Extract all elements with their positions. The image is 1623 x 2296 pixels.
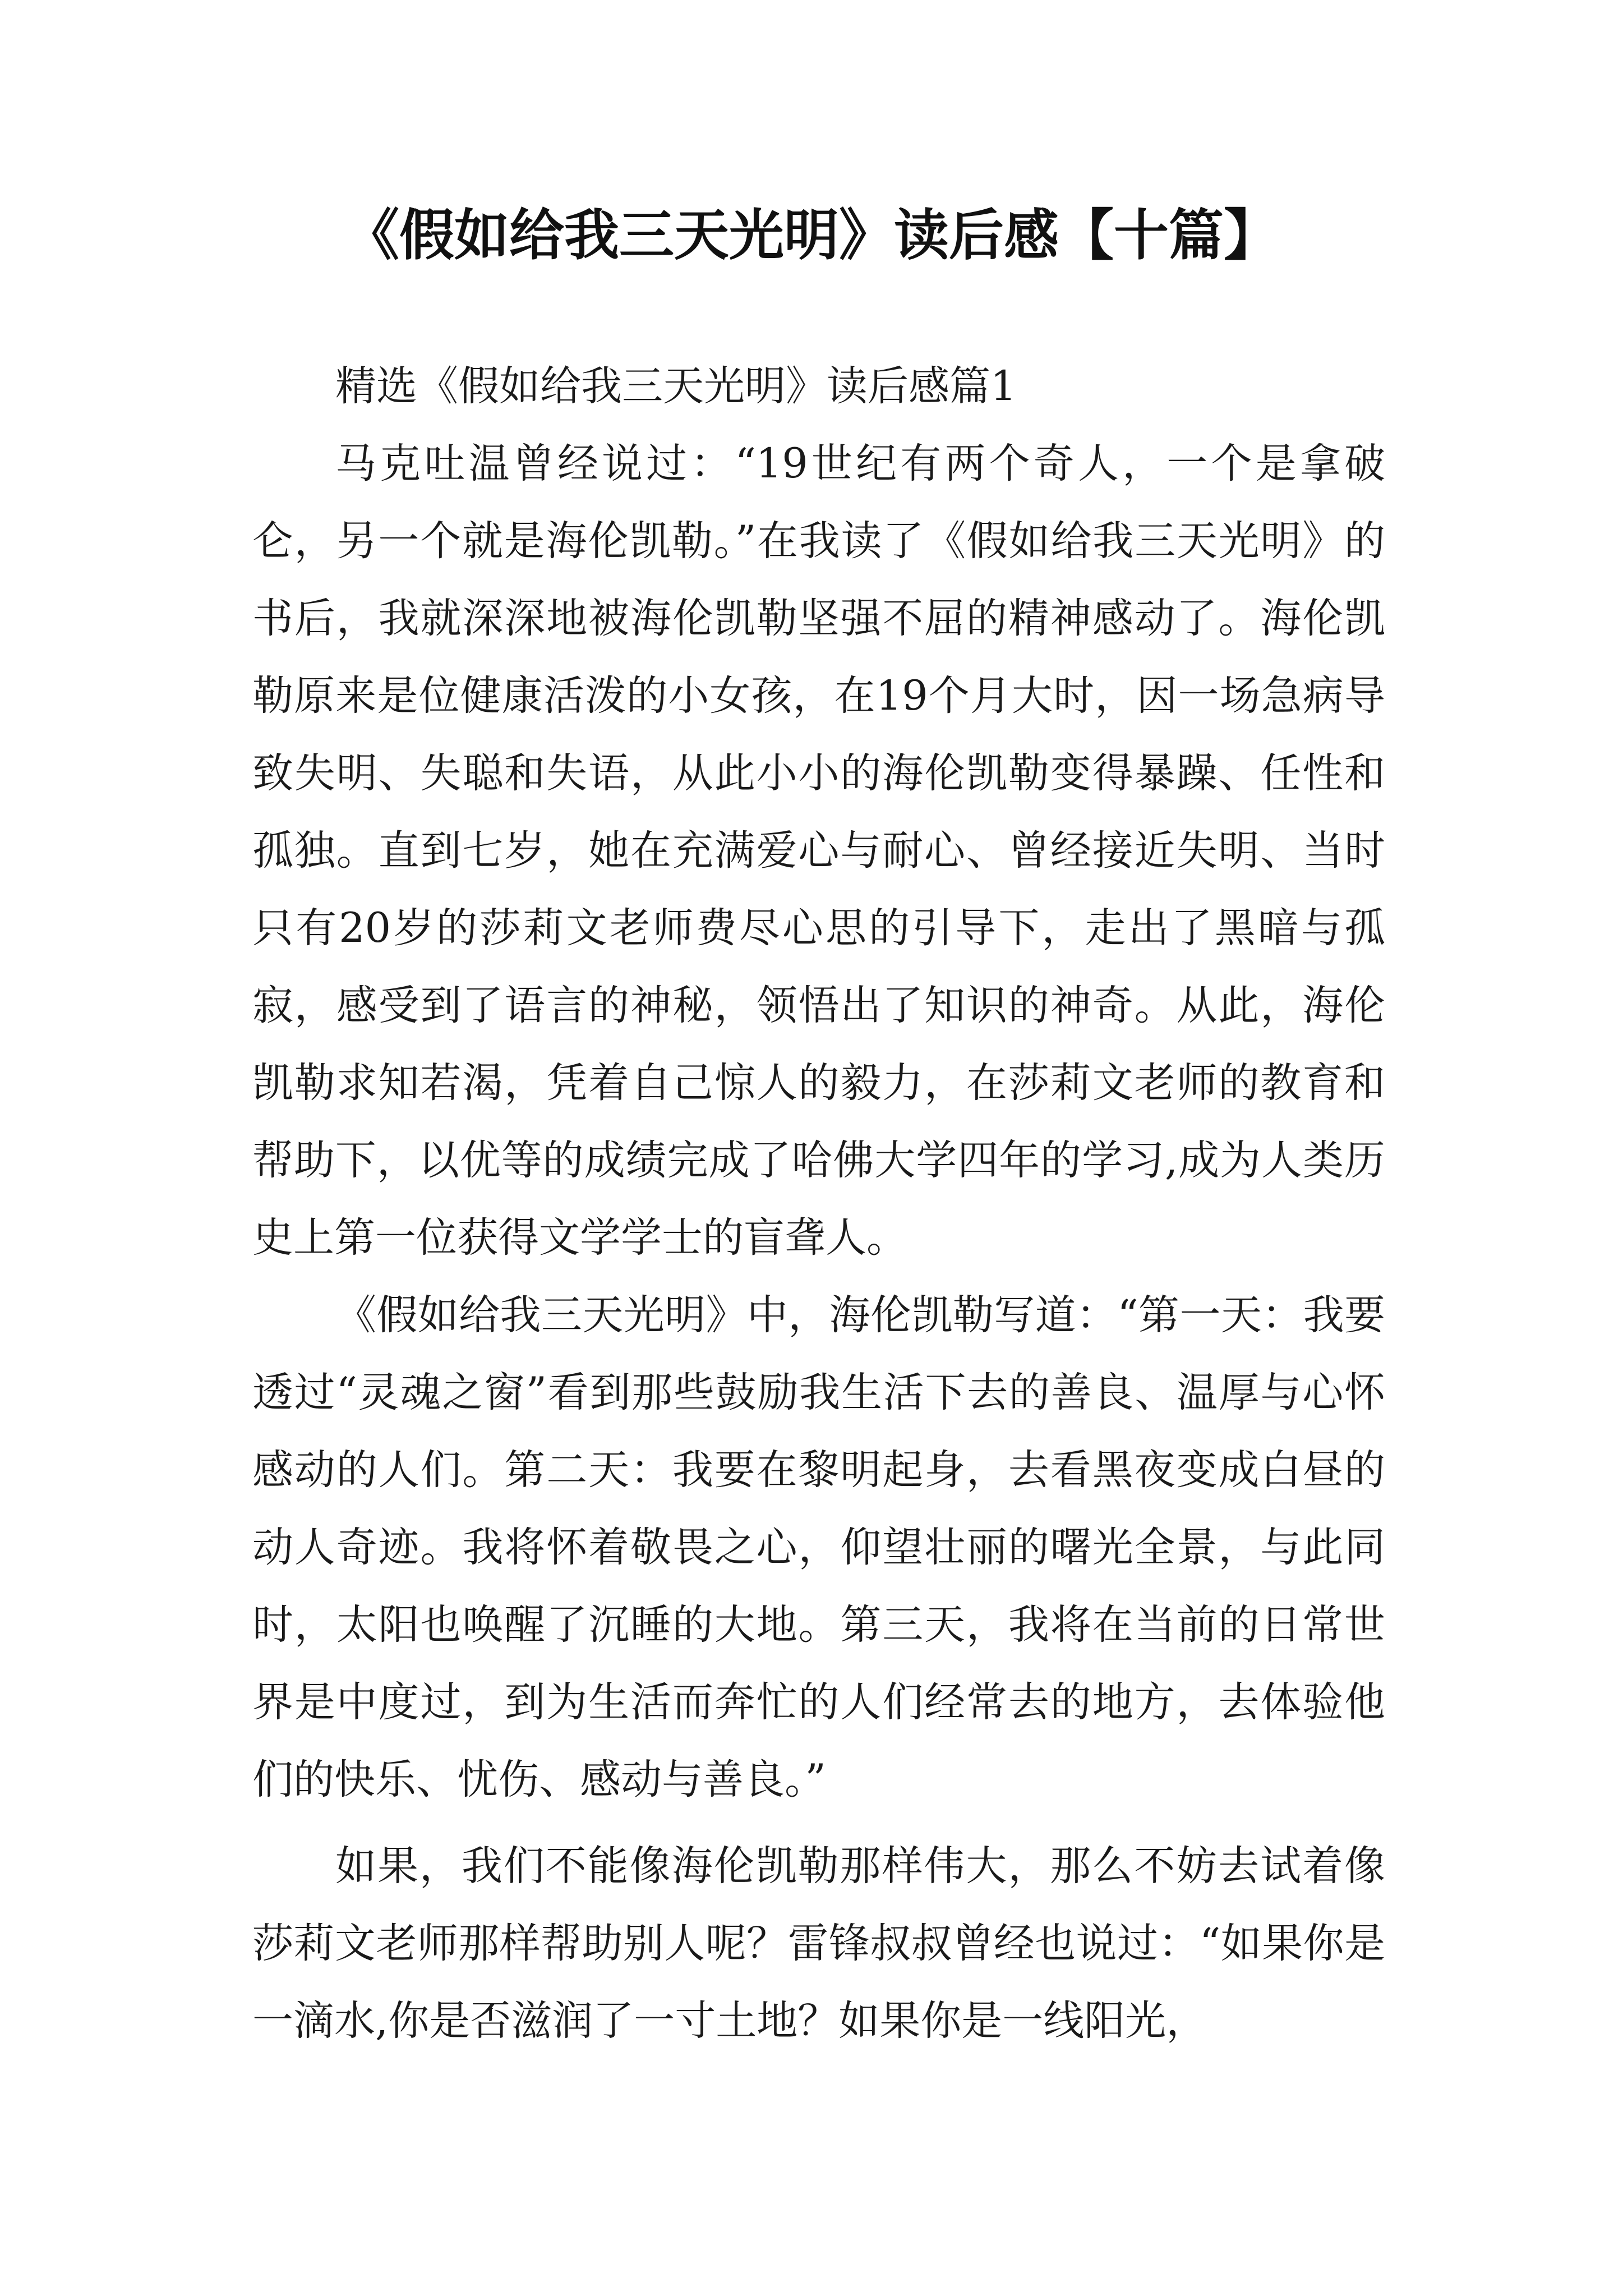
paragraph: 《假如给我三天光明》中，海伦凯勒写道：“第一天：我要透过“灵魂之窗”看到那些鼓励我生活下去的善良、温厚与心怀感动的人们。第二天：我要在黎明起身，去看黑夜变成白昼的动人奇迹。我将怀着敬畏之心，仰望壮丽的曙光全景，与此同时，太阳也唤醒了沉睡的大地。第三天，我将在当前的日常世界是中度过，到为生活而奔忙的人们经常去的地方，去体验他们的快乐、忧伤、感动与善良。” bbox=[252, 1291, 1385, 1803]
section-heading: 精选《假如给我三天光明》读后感篇1 bbox=[335, 362, 1017, 410]
document-body bbox=[252, 348, 1385, 2060]
paragraph: 如果，我们不能像海伦凯勒那样伟大，那么不妨去试着像莎莉文老师那样帮助别人呢？雷锋叔叔曾经也说过：“如果你是一滴水,你是否滋润了一寸土地？如果你是一线阳光， bbox=[252, 1842, 1385, 2045]
document-title: 《假如给我三天光明》读后感【十篇】 bbox=[344, 203, 1279, 268]
paragraph: 马克吐温曾经说过：“19世纪有两个奇人，一个是拿破仑，另一个就是海伦凯勒。”在我读了《假如给我三天光明》的书后，我就深深地被海伦凯勒坚强不屈的精神感动了。海伦凯勒原来是位健康活泼的小女孩，在19个月大时，因一场急病导致失明、失聪和失语，从此小小的海伦凯勒变得暴躁、任性和孤独。直到七岁，她在充满爱心与耐心、曾经接近失明、当时只有20岁的莎莉文老师费尽心思的引导下，走出了黑暗与孤寂，感受到了语言的神秘，领悟出了知识的神奇。从此，海伦凯勒求知若渴，凭着自己惊人的毅力，在莎莉文老师的教育和帮助下，以优等的成绩完成了哈佛大学四年的学习,成为人类历史上第一位获得文学学士的盲聋人。 bbox=[252, 440, 1385, 1262]
